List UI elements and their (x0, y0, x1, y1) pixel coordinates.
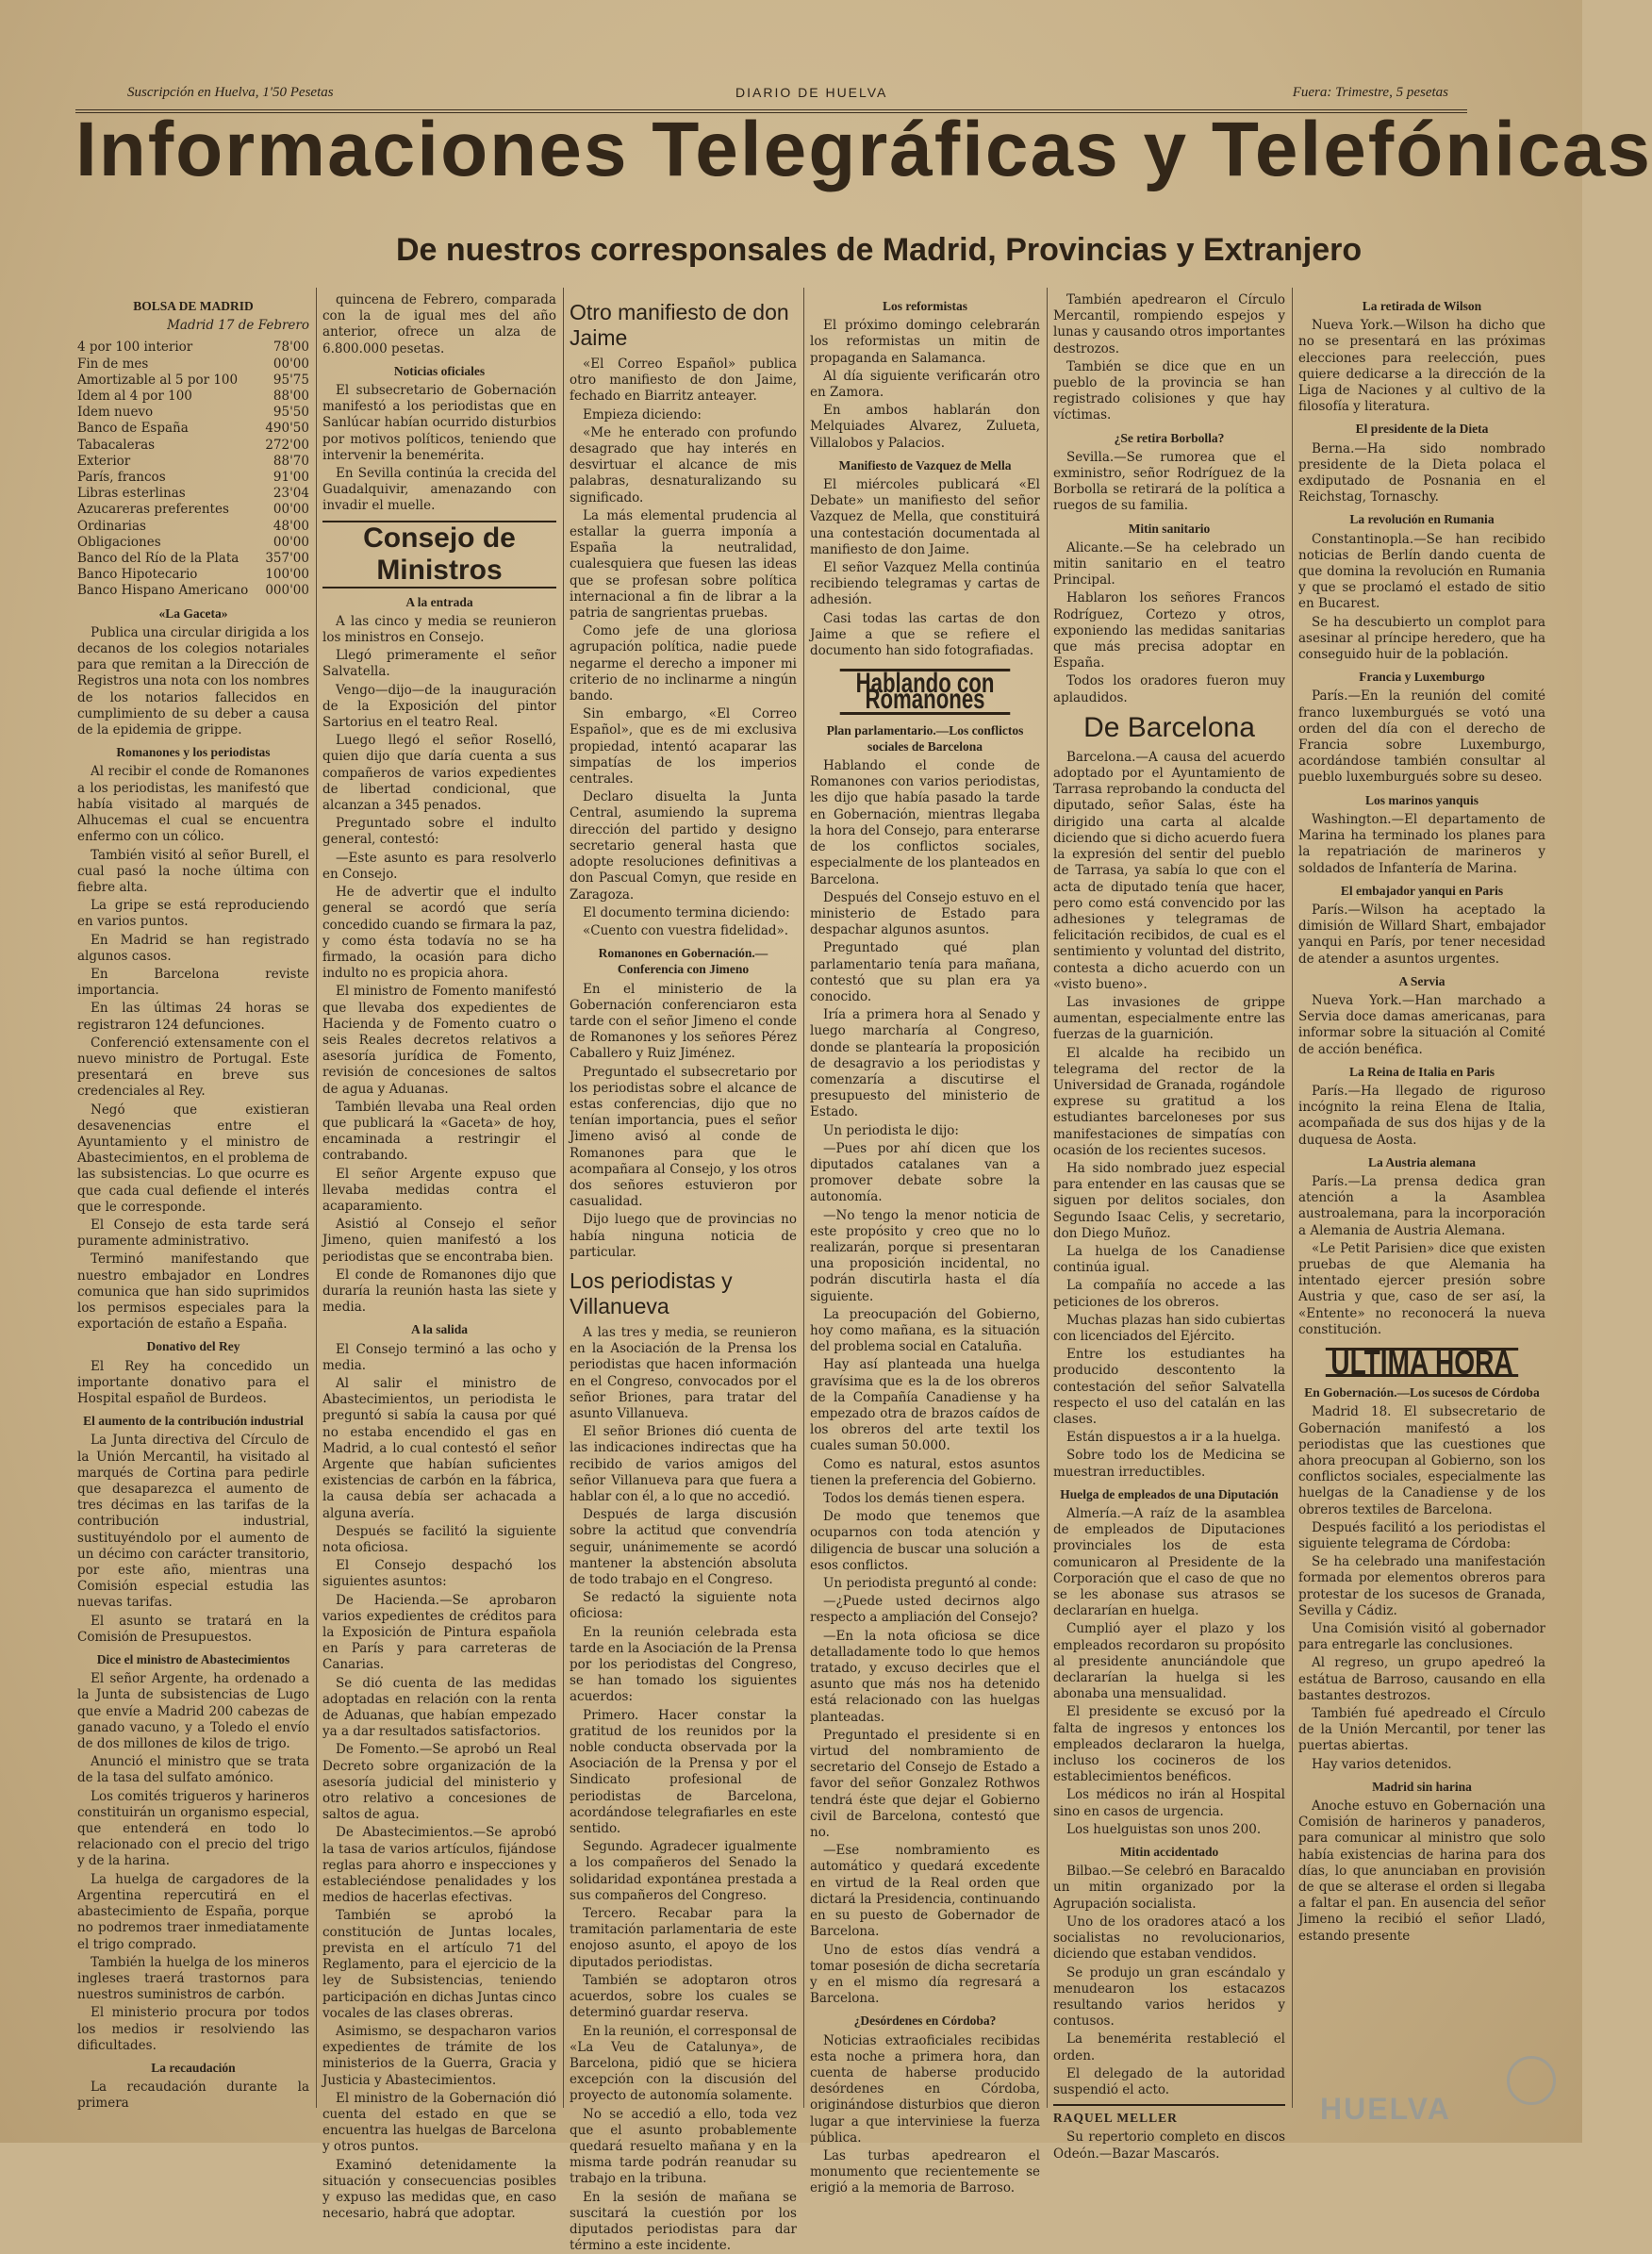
paragraph: El Consejo de esta tarde será puramente administrativo. (77, 1217, 309, 1250)
paragraph: Casi todas las cartas de don Jaime a que se refiere el documento han sido fotografiadas. (810, 610, 1040, 659)
paragraph: La Junta directiva del Círculo de la Unión Mercantil, ha visitado al marqués de Cortina para pedirle que desaparezca el aumento de tres décimas en las tarifas de la contribución industrial, sustituyéndolo por el aumento de un décimo con carácter transitorio, por este año, mientras una Comisión especial estudia las nuevas tarifas. (77, 1433, 309, 1611)
paragraph: Hay así planteada una huelga gravísima que es la de los obreros de la Compañía Canadiense y ha empezado otra de brazos caídos de los obreros del arte textil los cuales suman 50.000. (810, 1357, 1040, 1454)
paragraph: Hay varios detenidos. (1312, 1756, 1452, 1772)
paragraph: No se accedió a ello, toda vez que el asunto probablemente quedará resuelto mañana y en la misma tarde podrán reanudar su trabajo en la tribuna. (570, 2106, 797, 2187)
sub-headline: De nuestros corresponsales de Madrid, Provincias y Extranjero (396, 232, 1363, 268)
noticias-body (322, 383, 556, 515)
paragraph: Vengo—dijo—de la inauguración de la Exposición del pintor Sartorius en el teatro Real. (322, 682, 556, 731)
cordoba-body (810, 2033, 1040, 2197)
paragraph: El delegado de la autoridad suspendió el acto. (1053, 2065, 1285, 2097)
bolsa-row (77, 421, 309, 437)
paragraph: También se aprobó la constitución de Juntas locales, prevista en el artículo 71 del Reglamento, para el ejercicio de la ley de Subsistencias, teniendo participación en dichas Juntas cinco vocales de las clases obreras. (322, 1908, 556, 2021)
paragraph: Muchas plazas han sido cubiertas con licenciados del Ejército. (1053, 1312, 1285, 1344)
paragraph: «Cuento con vuestra fidelidad». (583, 922, 789, 938)
paragraph: Segundo. Agradecer igualmente a los compañeros del Senado la solidaridad expontánea prestada a sus compañeros del Congreso. (570, 1839, 797, 1903)
paragraph: El ministro de la Gobernación dió cuenta del estado en que se encuentra las huelgas de Barcelona y otros puntos. (322, 2090, 556, 2155)
paragraph: De Abastecimientos.—Se aprobó la tasa de varios artículos, fijándose reglas para ahorro e inspecciones y estableciéndose penalidades y los medios de hacerlas efectivas. (322, 1825, 556, 1906)
paragraph: París.—La prensa dedica gran atención a la Asamblea austroalemana, para la incorporación a Alemania de Austria Alemana. (1298, 1173, 1545, 1238)
accidentado-title: Mitin accidentado (1119, 1845, 1219, 1860)
mella-body (810, 477, 1040, 659)
paragraph: El ministro de Fomento manifestó que llevaba dos expedientes de Hacienda y de Fomento cuatro o seis Reales decretos relativos a asesoría jurídica de Fomento, revisión de concesiones de saltos de agua y Aduanas. (322, 984, 556, 1097)
cordoba-title: ¿Desórdenes en Córdoba? (853, 2014, 997, 2029)
bolsa-label: Azucareras preferentes (77, 502, 229, 518)
bolsa-row (77, 486, 309, 502)
meller-text: Su repertorio completo en discos Odeón.—Bazar Mascarós. (1053, 2130, 1285, 2162)
paragraph: Entre los estudiantes ha producido descontento la contestación del señor Salvatella respecto el uso del catalán en las clases. (1053, 1347, 1285, 1427)
paragraph: —No tengo la menor noticia de este propósito y creo que no lo realizarán, porque si presentaran una proposición incidental, no podrán discutirla hasta el día siguiente. (810, 1207, 1040, 1304)
bolsa-value: 000'00 (265, 583, 309, 599)
watermark: HUELVA (1320, 2092, 1451, 2126)
paragraph: Después del Consejo estuvo en el ministerio de Estado para despachar algunos asuntos. (810, 889, 1040, 938)
bolsa-label: Ordinarias (77, 518, 146, 534)
plan-title: Plan parlamentario.—Los conflictos sociales de Barcelona (826, 722, 1024, 754)
paragraph: El señor Argente expuso que llevaba medidas contra el acaparamiento. (322, 1166, 556, 1214)
bolsa-label: Idem nuevo (77, 405, 154, 421)
bolsa-row (77, 356, 309, 373)
bolsa-label: Banco Hipotecario (77, 567, 198, 583)
paragraph: Preguntado qué plan parlamentario tenía para mañana, contestó que su plan era ya conocido. (810, 940, 1040, 1004)
paragraph: Los comités trigueros y harineros constituirán un organismo especial, que entenderá en todo lo relacionado con el precio del trigo y de la harina. (77, 1788, 309, 1869)
paragraph: Al recibir el conde de Romanones a los periodistas, les manifestó que había visitado al marqués de Alhucemas el cual se encuentra enfermo con un cólico. (77, 764, 309, 845)
paragraph: Como es natural, estos asuntos tienen la preferencia del Gobierno. (810, 1456, 1040, 1488)
dice-body (77, 1671, 309, 2054)
bolsa-label: Obligaciones (77, 534, 161, 550)
paragraph: Cumplió ayer el plazo y los empleados recordaron su propósito al presidente anunciándole que declararían la huelga si les abonaba una mensualidad. (1053, 1621, 1285, 1702)
huelga-title: Huelga de empleados de una Diputación (1060, 1486, 1279, 1501)
paragraph: También apedrearon el Círculo Mercantil, rompiendo espejos y lunas y causando otros importantes destrozos. (1053, 292, 1285, 356)
paragraph: He de advertir que el indulto general se acordó que sería concedido cuando se firmara la paz, y como ésta todavía no se ha firmado, la ocasión para dicho indulto no es propicia ahora. (322, 885, 556, 982)
paragraph: Preguntado el presidente si en virtud del nombramiento de secretario del Consejo de Estado a favor del señor Gonzalez Rothwos tendrá éste que dejar el Gobierno civil de Barcelona, contestó que no. (810, 1727, 1040, 1841)
bolsa-label: Fin de mes (77, 356, 149, 372)
paragraph: En el ministerio de la Gobernación conferenciaron esta tarde con el señor Jimeno el conde de Romanones y los señores Pérez Caballero y Ruiz Jiménez. (570, 981, 797, 1062)
paragraph: Tercero. Recabar para la tramitación parlamentaria de este enojoso asunto, el apoyo de los diputados periodistas. (570, 1906, 797, 1970)
dieta-text: Berna.—Ha sido nombrado presidente de la Dieta polaca el exdiputado de Posnania en el Reichstag, Tornaschy. (1298, 440, 1545, 505)
paragraph: Asimismo, se despacharon varios expedientes de trámite de los ministerios de la Guerra, Gracia y Justicia y Abastecimientos. (322, 2023, 556, 2088)
bolsa-row (77, 502, 309, 518)
paragraph: Sin embargo, «El Correo Español», que es de mi exclusiva propiedad, intentó acaparar las simpatías de los imperios centrales. (570, 706, 797, 787)
plan-body (810, 758, 1040, 2007)
paragraph: La preocupación del Gobierno, hoy como mañana, es la situación del problema social en Cataluña. (810, 1306, 1040, 1355)
paragraph: —Ese nombramiento es automático y quedará excedente en virtud de la Real orden que dictará la Presidencia, continuando en su puesto de Gobernador de Barcelona. (810, 1843, 1040, 1940)
paragraph: Las invasiones de grippe aumentan, especialmente entre las fuerzas de la guarnición. (1053, 994, 1285, 1043)
jaime-title: Otro manifiesto de don Jaime (570, 300, 789, 350)
column-divider (1292, 288, 1293, 2108)
paragraph: «Me he enterado con profundo desagrado que hay interés en desvirtuar el alcance de mis palabras, desnaturalizando su significado. (570, 424, 797, 505)
embajador-text: París.—Wilson ha aceptado la dimisión de Willard Shart, embajador yanqui en París, por tener necesidad de atender a asuntos urgentes. (1298, 902, 1545, 967)
column-2 (322, 292, 556, 2222)
paragraph: Al salir el ministro de Abastecimientos, un periodista le preguntó si sabía la causa por qué no estaba encendido el gas en Madrid, a lo cual contestó el señor Argente que habían suficientes existencias de carbón en la fábrica, la causa debía ser achacada a alguna avería. (322, 1375, 556, 1521)
paragraph: También llevaba una Real orden que publicará la «Gaceta» de hoy, encaminada a restringir el contrabando. (322, 1099, 556, 1164)
rumania-title: La revolución en Rumania (1349, 512, 1495, 527)
paragraph: «Le Petit Parisien» dice que existen pruebas de que Alemania ha intentado ejercer presión sobre Austria y que, caso de ser así, la «Entente» no reconocerá la nueva constitución. (1298, 1240, 1545, 1337)
paragraph: Iría a primera hora al Senado y luego marcharía al Congreso, donde se plantearía la proposición de desagravio a los periodistas y comenzaría a discutirse el presupuesto del ministerio de Estado. (810, 1007, 1040, 1120)
servia-title: A Servia (1398, 973, 1446, 988)
bolsa-value: 00'00 (273, 502, 309, 518)
dice-title: Dice el ministro de Abastecimientos (96, 1652, 290, 1667)
paragraph: A las cinco y media se reunieron los ministros en Consejo. (322, 613, 556, 646)
paragraph: El próximo domingo celebrarán los reformistas un mitin de propaganda en Salamanca. (810, 318, 1040, 366)
paragraph: Negó que existieran desavenencias entre el Ayuntamiento y el ministro de Abastecimientos, en el problema de las subsistencias. Lo que ocurre es que cada cual defiende el interés que le corresponde. (77, 1102, 309, 1215)
gob-title: Romanones en Gobernación.—Conferencia con Jimeno (598, 946, 768, 977)
wilson-text: Nueva York.—Wilson ha dicho que no se presentará en las próximas elecciones para reelección, pues quiere dedicarse a la dirección de la Liga de Naciones y al cultivo de la filosofía y literatura. (1298, 318, 1545, 415)
paragraph: El señor Vazquez Mella continúa recibiendo telegramas y cartas de adhesión. (810, 560, 1040, 608)
column-4 (810, 292, 1040, 2196)
paragraph: —¿Puede usted decirnos algo respecto a ampliación del Consejo? (810, 1594, 1040, 1626)
paragraph: De Fomento.—Se aprobó un Real Decreto sobre organización de la asesoría judicial del ministerio y otro relativo a concesiones de saltos de agua. (322, 1742, 556, 1823)
reformistas-body (810, 318, 1040, 452)
entrada-title: A la entrada (405, 594, 473, 609)
paragraph: De Hacienda.—Se aprobaron varios expedientes de créditos para la Exposición de Pintura española en París y para carreteras de Canarias. (322, 1592, 556, 1673)
paragraph: En Barcelona reviste importancia. (77, 966, 309, 999)
paragraph: Empieza diciendo: (583, 406, 702, 423)
paragraph: Un periodista preguntó al conde: (823, 1576, 1037, 1592)
barcelona-title: De Barcelona (1083, 711, 1255, 743)
bolsa-label: Idem al 4 por 100 (77, 389, 192, 405)
paragraph: Las turbas apedrearon el monumento que recientemente se erigió a la memoria de Barroso. (810, 2147, 1040, 2196)
paragraph: Madrid 18. El subsecretario de Gobernación manifestó a los periodistas que las cuestiones que ahora preocupan al Gobierno, son los conflictos sociales, especialmente las huelgas de la Canadiense y de los obreros textiles de Barcelona. (1298, 1404, 1545, 1517)
paragraph: Al regreso, un grupo apedreó la estátua de Barroso, causando en ella bastantes destrozos. (1298, 1655, 1545, 1703)
paragraph: Primero. Hacer constar la gratitud de los reunidos por la noble conducta observada por la Asociación de la Prensa y por el Sindicato profesional de periodistas de Barcelona, acordándose telegrafiarles en este sentido. (570, 1707, 797, 1837)
salida-title: A la salida (410, 1322, 469, 1337)
wilson-title: La retirada de Wilson (1362, 299, 1482, 313)
austria-title: La Austria alemana (1367, 1154, 1476, 1169)
paragraph: El subsecretario de Gobernación manifestó a los periodistas que en Sanlúcar habían ocurrido disturbios por motivos políticos, teniendo que intervenir la benemérita. (322, 383, 556, 463)
marinos-text: Washington.—El departamento de Marina ha terminado los planes para la repatriación de marineros y soldados de Infantería de Marina. (1298, 811, 1545, 876)
paragraph: Alicante.—Se ha celebrado un mitin sanitario en el teatro Principal. (1053, 539, 1285, 588)
paragraph: Están dispuestos a ir a la huelga. (1066, 1430, 1281, 1446)
hablando-title: Hablando con Romanones (840, 669, 1011, 714)
bolsa-value: 88'00 (273, 389, 309, 405)
paragraph: Preguntado sobre el indulto general, contestó: (322, 816, 556, 848)
paragraph: Noticias extraoficiales recibidas esta noche a primera hora, dan cuenta de haberse producido desórdenes en Córdoba, originándose disturbios que dieron lugar a que interviniese la fuerza pública. (810, 2032, 1040, 2146)
paragraph: El señor Briones dió cuenta de las indicaciones indirectas que ha recibido de varios amigos del señor Villanueva para que fuera a hablar con él, a lo que no accedió. (570, 1424, 797, 1504)
column-divider (563, 288, 564, 2108)
entrada-body (322, 614, 556, 1317)
ultima-body (1298, 1404, 1545, 1772)
paragraph: El señor Argente, ha ordenado a la Junta de subsistencias de Lugo que envíe a Madrid 200 cabezas de ganado vacuno, y a Toledo el envío de dos millones de kilos de trigo. (77, 1671, 309, 1752)
gob-body (570, 982, 797, 1261)
bolsa-table (77, 340, 309, 599)
bolsa-value: 272'00 (265, 437, 309, 453)
bolsa-value: 100'00 (265, 567, 309, 583)
mercantil-body (1053, 292, 1285, 424)
bolsa-label: Amortizable al 5 por 100 (77, 372, 239, 388)
embajador-title: El embajador yanqui en Paris (1340, 883, 1504, 898)
bolsa-date: Madrid 17 de Febrero (167, 318, 309, 334)
paragraph: Preguntado el subsecretario por los periodistas sobre el alcance de estas conferencias, dijo que no tenían importancia, pues el señor Jimeno avisó al conde de Romanones para que le acompañara al Consejo, y los otros dos señores estuvieron por casualidad. (570, 1064, 797, 1210)
subscription-price: Suscripción en Huelva, 1'50 Pesetas (127, 85, 334, 100)
column-divider (1047, 288, 1048, 2108)
bolsa-label: París, francos (77, 470, 166, 486)
paragraph: Se ha celebrado una manifestación formada por elementos obreros para protestar de los sucesos de Granada, Sevilla y Cádiz. (1298, 1554, 1545, 1618)
paragraph: El documento termina diciendo: (583, 904, 790, 920)
romanones-body (77, 764, 309, 1333)
paragraph: El Consejo terminó a las ocho y media. (322, 1341, 556, 1373)
noticias-title: Noticias oficiales (393, 363, 486, 378)
paragraph: En Madrid se han registrado algunos casos. (77, 932, 309, 964)
paragraph: —Este asunto es para resolverlo en Consejo. (322, 850, 556, 882)
bolsa-value: 00'00 (273, 356, 309, 372)
paragraph: Constantinopla.—Se han recibido noticias de Berlín dando cuenta de que domina la revolución en Rumania y que se proclamó el estado de sitio en Bucarest. (1298, 531, 1545, 612)
paragraph: Dijo luego que de provincias no había ninguna noticia de particular. (570, 1212, 797, 1260)
jaime-body (570, 356, 797, 939)
recaudacion-text: La recaudación durante la primera (77, 2080, 309, 2112)
bolsa-row (77, 519, 309, 535)
bolsa-title: BOLSA DE MADRID (133, 299, 254, 313)
paragraph: El ministerio procura por todos los medios ir resolviendo las dificultades. (77, 2005, 309, 2053)
luxemburgo-title: Francia y Luxemburgo (1359, 670, 1485, 685)
paragraph: El conde de Romanones dijo que duraría la reunión hasta las siete y media. (322, 1267, 556, 1316)
paragraph: Hablaron los señores Francos Rodríguez, Cortezo y otros, exponiendo las medidas sanitarias que más precisa adoptar en España. (1053, 590, 1285, 671)
reformistas-title: Los reformistas (882, 299, 968, 313)
bolsa-label: Banco Hispano Americano (77, 583, 249, 599)
paragraph: Se redactó la siguiente nota oficiosa: (570, 1590, 797, 1622)
bolsa-label: Tabacaleras (77, 437, 156, 453)
paragraph: El Consejo despachó los siguientes asuntos: (322, 1558, 556, 1590)
bolsa-row (77, 389, 309, 405)
barcelona-body (1053, 750, 1285, 1481)
paragraph: También se dice que en un pueblo de la provincia se han registrado colisiones y que hay víctimas. (1053, 358, 1285, 423)
paragraph: El alcalde ha recibido un telegrama del rector de la Universidad de Granada, rogándole exprese su gratitud a los estudiantes barceloneses por sus manifestaciones de simpatías con ocasión de los recientes sucesos. (1053, 1045, 1285, 1158)
paragraph: También fué apedreado el Círculo de la Unión Mercantil, por tener las puertas abiertas. (1298, 1706, 1545, 1754)
column-1 (77, 292, 309, 2113)
paragraph: Uno de los oradores atacó a los socialistas no revolucionarios, diciendo que estaban vendidos. (1053, 1914, 1285, 1963)
bolsa-value: 48'00 (273, 518, 309, 534)
paragraph: La compañía no accede a las peticiones de los obreros. (1053, 1278, 1285, 1310)
paragraph: La benemérita restableció el orden. (1053, 2031, 1285, 2063)
harina-title: Madrid sin harina (1372, 1779, 1472, 1794)
paragraph: Llegó primeramente el señor Salvatella. (322, 648, 556, 680)
paragraph: El miércoles publicará «El Debate» un manifiesto del señor Vazquez de Mella, que constituirá una contestación documentada al manifiesto de don Jaime. (810, 477, 1040, 557)
donativo-text: El Rey ha concedido un importante donativo para el Hospital español de Burdeos. (77, 1358, 309, 1406)
dieta-title: El presidente de la Dieta (1355, 422, 1489, 437)
aumento-body (77, 1433, 309, 1646)
marinos-title: Los marinos yanquis (1364, 792, 1479, 807)
bolsa-row (77, 373, 309, 389)
bolsa-label: Exterior (77, 453, 131, 469)
bolsa-label: Banco del Río de la Plata (77, 551, 240, 567)
bolsa-label: Banco de España (77, 421, 189, 437)
paragraph: Todos los oradores fueron muy aplaudidos. (1053, 673, 1285, 705)
bolsa-row (77, 551, 309, 567)
column-divider (316, 288, 317, 2108)
newspaper-name: DIARIO DE HUELVA (735, 85, 888, 100)
paragraph: En la sesión de mañana se suscitará la cuestión por los diputados periodistas para dar término a este incidente. (570, 2189, 797, 2254)
bolsa-row (77, 470, 309, 486)
paragraph: Luego llegó el señor Roselló, quien dijo que daría cuenta a sus compañeros de varios expedientes de libertad condicional, que alcanzan a 345 penados. (322, 733, 556, 814)
quincena-text: quincena de Febrero, comparada con la de igual mes del año anterior, ofrece un alza de 6.800.000 pesetas. (322, 292, 556, 356)
paragraph: Asistió al Consejo el señor Jimeno, quien manifestó a los periodistas que se encontraba bien. (322, 1217, 556, 1265)
bolsa-value: 23'04 (273, 486, 309, 502)
column-6 (1298, 292, 1545, 2113)
paragraph: Declaro disuelta la Junta Central, asumiendo la suprema dirección del partido y designo secretario general hasta que adopte resoluciones definitivas a don Pascual Comyn, que reside en Zaragoza. (570, 789, 797, 903)
library-seal-icon (1507, 2056, 1556, 2105)
villanueva-title: Los periodistas y Villanueva (570, 1268, 733, 1318)
paragraph: Después facilitó a los periodistas el siguiente telegrama de Córdoba: (1298, 1519, 1545, 1552)
bolsa-value: 357'00 (265, 551, 309, 567)
paragraph: En la reunión celebrada esta tarde en la Asociación de la Prensa por los periodistas del Congreso, se han tomado los siguientes acuerdos: (570, 1624, 797, 1705)
paragraph: El asunto se tratará en la Comisión de Presupuestos. (77, 1613, 309, 1645)
paragraph: Conferenció extensamente con el nuevo ministro de Portugal. Este presentará en breve sus credenciales al Rey. (77, 1035, 309, 1100)
recaudacion-title: La recaudación (151, 2060, 236, 2075)
paragraph: Los huelguistas son unos 200. (1066, 1821, 1262, 1837)
paragraph: También se adoptaron otros acuerdos, sobre los cuales se determinó guardar reserva. (570, 1972, 797, 2021)
paragraph: El presidente se excusó por la falta de ingresos y entonces los empleados declararon la huelga, incluso los cocineros de los establecimientos benéficos. (1053, 1704, 1285, 1785)
paragraph: La gripe se está reproduciendo en varios puntos. (77, 898, 309, 930)
meller-title: RAQUEL MELLER (1053, 2104, 1285, 2126)
bolsa-value: 95'75 (273, 372, 309, 388)
luxemburgo-text: París.—En la reunión del comité franco luxemburgués se votó una orden del día con el derecho de Francia sobre Luxemburgo, acordándose también consultar al pueblo luxemburgués sobre su deseo. (1298, 688, 1545, 786)
paragraph: Una Comisión visitó al gobernador para entregarle las conclusiones. (1298, 1621, 1545, 1653)
gaceta-text: Publica una circular dirigida a los decanos de los colegios notariales para que remitan a la Dirección de Registros una nota con los nombres de los notarios fallecidos en cumplimiento de su deber a causa de la epidemia de grippe. (77, 624, 309, 738)
mella-title: Manifiesto de Vazquez de Mella (838, 457, 1012, 472)
bolsa-label: Libras esterlinas (77, 486, 186, 502)
bolsa-row (77, 405, 309, 421)
column-5 (1053, 292, 1285, 2162)
column-3 (570, 292, 797, 2254)
bolsa-row (77, 340, 309, 356)
ultima-hora-title: ULTIMA HORA (1326, 1348, 1518, 1377)
bolsa-value: 78'00 (273, 340, 309, 356)
ultima-subtitle: En Gobernación.—Los sucesos de Córdoba (1304, 1385, 1540, 1400)
paragraph: La más elemental prudencia al estallar la guerra imponía a España la neutralidad, cualesquiera que fuesen las ideas que se profesan sobre política internacional a fin de librar a la patria de sangrientas pruebas. (570, 507, 797, 622)
romanones-title: Romanones y los periodistas (116, 745, 271, 760)
italia-text: París.—Ha llegado de riguroso incógnito la reina Elena de Italia, acompañada de sus dos hijas y de la duquesa de Aosta. (1298, 1083, 1545, 1148)
paragraph: También la huelga de los mineros ingleses traerá trastornos para nuestros suministros de carbón. (77, 1954, 309, 2003)
gaceta-title: «La Gaceta» (158, 605, 228, 621)
harina-text: Anoche estuvo en Gobernación una Comisión de harineros y panaderos, para comunicar al ministro que solo había existencias de harina para dos días, lo que anunciaban en provisión de que se alterase el orden si llegaba a faltar el pan. En ausencia del señor Jimeno la recibió el señor Lladó, estando presente (1298, 1798, 1545, 1944)
bolsa-row (77, 438, 309, 454)
paragraph: También visitó al señor Burell, el cual pasó la noche última con fiebre alta. (77, 847, 309, 895)
paragraph: Barcelona.—A causa del acuerdo adoptado por el Ayuntamiento de Tarrasa reprobando la conducta del diputado, señor Salas, éste ha dirigido una carta al alcalde diciendo que si dicho acuerdo fuera la expresión del sentir del pueblo de Tarrasa, ya sabía lo que con el acta de diputado tenía que hacer, pero como está convencido por las adhesiones y telegramas de felicitación recibidos, de cual es el sentimiento y voluntad del distrito, contesta a dicho acuerdo con un «visto bueno». (1053, 749, 1285, 992)
paragraph: Uno de estos días vendrá a tomar posesión de dicha secretaría y en el mismo día regresará a Barcelona. (810, 1942, 1040, 2007)
salida-body (322, 1342, 556, 2223)
paragraph: Se dió cuenta de las medidas adoptadas en relación con la renta de Aduanas, que habían empezado ya a dar resultados satisfactorios. (322, 1675, 556, 1740)
paragraph: En la reunión, el corresponsal de «La Veu de Catalunya», de Barcelona, pidió que se hiciera excepción con la discusión del proyecto de autonomía solamente. (570, 2023, 797, 2104)
paragraph: En ambos hablarán don Melquiades Alvarez, Zulueta, Villalobos y Palacios. (810, 403, 1040, 451)
bolsa-value: 88'70 (273, 453, 309, 469)
bolsa-value: 00'00 (273, 534, 309, 550)
villanueva-body (570, 1325, 797, 2254)
paragraph: Un periodista le dijo: (823, 1122, 959, 1138)
paragraph: Los médicos no irán al Hospital sino en casos de urgencia. (1053, 1787, 1285, 1819)
paragraph: —Pues por ahí dicen que los diputados catalanes van a promover debate sobre la autonomía. (810, 1140, 1040, 1205)
paragraph: Hablando el conde de Romanones con varios periodistas, les dijo que había pasado la tarde en Gobernación, mientras llegaba la hora del Consejo, para enterarse de los conflictos sociales, especialmente de los planteados en Barcelona. (810, 758, 1040, 887)
bolsa-label: 4 por 100 interior (77, 340, 193, 356)
borbolla-title: ¿Se retira Borbolla? (1114, 430, 1225, 445)
paragraph: Sobre todo los de Medicina se muestran irreductibles. (1053, 1448, 1285, 1480)
paragraph: En Sevilla continúa la crecida del Guadalquivir, amenazando con invadir el muelle. (322, 466, 556, 514)
bolsa-row (77, 535, 309, 551)
bolsa-row (77, 567, 309, 583)
mitin-title: Mitin sanitario (1128, 521, 1211, 536)
paragraph: Examinó detenidamente la situación y consecuencias posibles y expuso las medidas que, en caso necesario, habrá que adoptar. (322, 2157, 556, 2222)
mitin-body (1053, 540, 1285, 706)
paragraph: Bilbao.—Se celebró en Baracaldo un mitin organizado por la Agrupación socialista. (1053, 1864, 1285, 1912)
servia-text: Nueva York.—Han marchado a Servia doce damas americanas, para informar sobre la situación al Comité de acción benéfica. (1298, 992, 1545, 1057)
paragraph: Se ha descubierto un complot para asesinar al príncipe heredero, que ha conseguido huir de la población. (1298, 614, 1545, 663)
accidentado-body (1053, 1864, 1285, 2098)
paragraph: A las tres y media, se reunieron en la Asociación de la Prensa los periodistas que hacen información en el Congreso, convocados por el señor Briones, para tratar del asunto Villanueva. (570, 1324, 797, 1421)
bolsa-row (77, 583, 309, 599)
paragraph: En las últimas 24 horas se registraron 124 defunciones. (77, 1001, 309, 1033)
aumento-title: El aumento de la contribución industrial (83, 1414, 304, 1429)
bolsa-row (77, 454, 309, 470)
borbolla-text: Sevilla.—Se rumorea que el exministro, señor Rodríguez de la Borbolla se retirará de la política a ruegos de su familia. (1053, 449, 1285, 514)
paragraph: Anunció el ministro que se trata de la tasa del sulfato amónico. (77, 1754, 309, 1786)
paragraph: Ha sido nombrado juez especial para entender en las causas que se siguen por delitos sociales, don Segundo Isaac Celis, y secretario, don Diego Muñoz. (1053, 1160, 1285, 1241)
bolsa-value: 91'00 (273, 470, 309, 486)
rumania-body (1298, 532, 1545, 664)
bolsa-value: 490'50 (265, 421, 309, 437)
consejo-title: Consejo de Ministros (322, 521, 556, 588)
column-divider (803, 288, 804, 2108)
paragraph: Todos los demás tienen espera. (823, 1491, 1026, 1507)
paragraph: Terminó manifestando que nuestro embajador en Londres comunica que han sido suprimidos los permisos especiales para la exportación de estaño a España. (77, 1251, 309, 1333)
huelga-body (1053, 1506, 1285, 1838)
bolsa-value: 95'50 (273, 405, 309, 421)
paragraph: Como jefe de una gloriosa agrupación política, nadie puede negarme el derecho a imponer mi criterio de no inclinarme a ningún bando. (570, 623, 797, 704)
outside-price: Fuera: Trimestre, 5 pesetas (1292, 85, 1448, 100)
paragraph: La huelga de los Canadiense continúa igual. (1053, 1243, 1285, 1276)
paragraph: Después se facilitó la siguiente nota oficiosa. (322, 1523, 556, 1556)
paragraph: Se produjo un gran escándalo y menudearon los estacazos resultando varios heridos y contusos. (1053, 1964, 1285, 2030)
paragraph: La huelga de cargadores de la Argentina repercutirá en el abastecimiento de España, porque no podremos traer inmediatamente el trigo comprado. (77, 1871, 309, 1952)
donativo-title: Donativo del Rey (146, 1339, 240, 1354)
austria-body (1298, 1174, 1545, 1338)
main-headline: Informaciones Telegráficas y Telefónicas (75, 107, 1652, 192)
paragraph: «El Correo Español» publica otro manifiesto de don Jaime, fechado en Biarritz anteayer. (570, 356, 797, 405)
paragraph: —En la nota oficiosa se dice detalladamente todo lo que hemos tratado, y excuso decirles que el asunto que más nos ha detenido está relacionado con las huelgas planteadas. (810, 1628, 1040, 1725)
paragraph: De modo que tenemos que ocuparnos con toda atención y diligencia de buscar una solución a esos conflictos. (810, 1509, 1040, 1573)
paragraph: Al día siguiente verificarán otro en Zamora. (810, 368, 1040, 401)
paragraph: Almería.—A raíz de la asamblea de empleados de Diputaciones provinciales los de esta comunicaron al Presidente de la Corporación que el caso de que no se les abonase sus atrasos se declararían en huelga. (1053, 1506, 1285, 1619)
paragraph: Después de larga discusión sobre la actitud que convendría seguir, unánimemente se acordó mantener la abstención absoluta de todo trabajo en el Congreso. (570, 1507, 797, 1588)
italia-title: La Reina de Italia en Paris (1348, 1064, 1495, 1079)
